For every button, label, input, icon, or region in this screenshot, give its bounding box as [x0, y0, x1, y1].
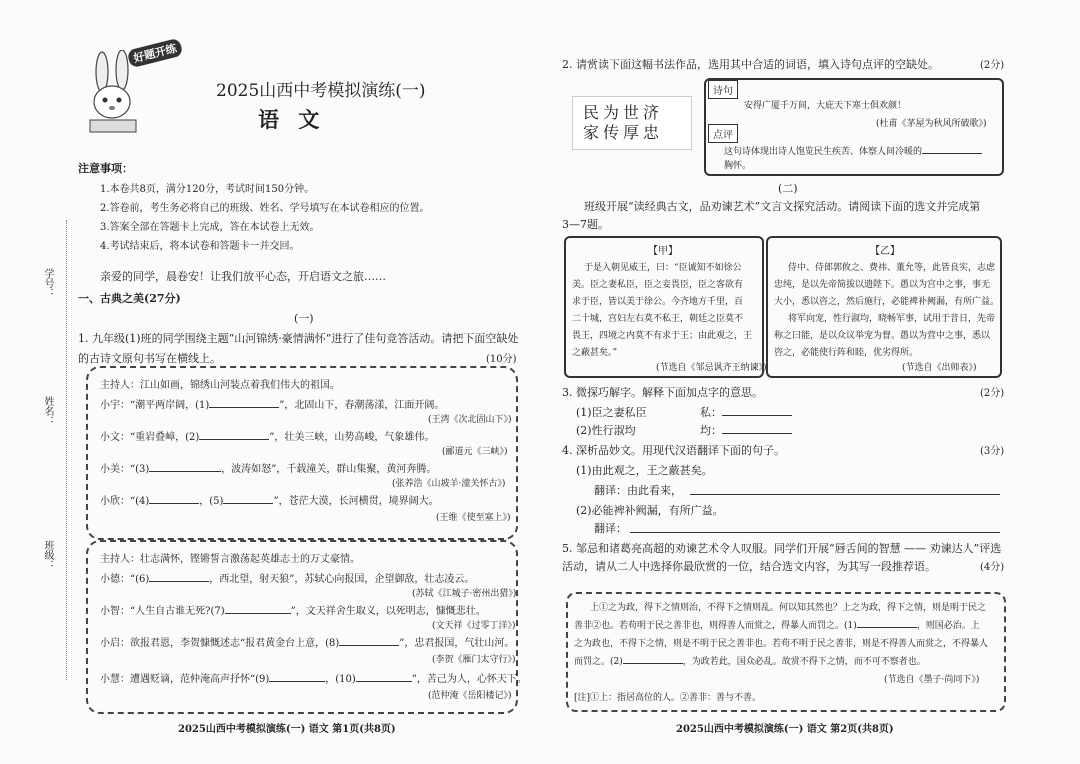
badge: 好题开练: [127, 38, 184, 69]
question-4: 4. 深析品妙文。用现代汉语翻译下面的句子。: [562, 444, 785, 457]
calligraphy-text: 民为世济 家传厚忠: [583, 103, 664, 142]
q3-answer-2[interactable]: [722, 433, 792, 434]
page-footer: 2025山西中考模拟演练(一) 语文 第2页(共8页): [676, 724, 894, 735]
notice-item: 4.考试结束后，将本试卷和答题卡一并交回。: [100, 241, 300, 252]
answer-blank-2[interactable]: [199, 439, 269, 440]
passage-line: 善非②也。若苟明于民之善非也，则得善人而赏之，得暴人而罚之。(1) ，则国必治。上: [574, 621, 980, 631]
passage-line: 之蔽甚矣。”: [572, 348, 618, 358]
answer-blank-3[interactable]: [149, 471, 221, 472]
passage-line: 上①之为政，得下之情则治，不得下之情则乱。何以知其然也？上之为政，得下之情，则是明于民之: [590, 603, 987, 613]
citation: (王维《使至塞上》): [436, 513, 511, 523]
passage-line: 美。臣之妻私臣，臣之妾畏臣，臣之客欲有: [572, 280, 744, 290]
passage-blank-1[interactable]: [857, 627, 917, 628]
q4-translation-2: 翻译：: [594, 522, 627, 535]
poem-tag: 诗句: [708, 80, 738, 99]
greeting: 亲爱的同学，晨卷安！让我们放平心态，开启语文之旅……: [100, 270, 386, 283]
passage-citation: (节选自《出师表》): [902, 363, 977, 373]
q4-sentence-1: (1)由此观之，王之蔽甚矣。: [576, 464, 713, 477]
calligraphy-image: [572, 96, 692, 150]
citation: (李贺《雁门太守行》): [432, 655, 516, 665]
passage-yi-title: 【乙】: [870, 246, 900, 257]
passage-line: 畏王，四境之内莫不有求于王；由此观之，王: [572, 331, 753, 341]
notice-item: 2.答卷前，考生务必将自己的班级、姓名、学号填写在本试卷相应的位置。: [100, 203, 430, 214]
passage-line: 忠纯，是以先帝简拔以遗陛下。愚以为宫中之事，事无: [774, 280, 991, 290]
passage-line: 将军向宠，性行淑均，晓畅军事，试用于昔日，先帝: [788, 314, 996, 324]
passage-line: 求于臣，皆以美于徐公。今齐地方千里，百: [572, 297, 744, 307]
answer-blank-10[interactable]: [356, 681, 412, 682]
binding-line: [66, 220, 67, 680]
passage-citation: (节选自《邹忌讽齐王纳谏》): [656, 363, 767, 373]
question-1: 1. 九年级(1)班的同学围绕主题“山河锦绣·豪情满怀”进行了佳句竞答活动。请把下面空缺处: [78, 332, 519, 345]
passage-line: 咨之，必能使行阵和睦，优劣得所。: [774, 348, 919, 358]
q3-char-2: 均：: [700, 422, 792, 438]
notice-item: 3.答案全部在答题卡上完成，答在本试卷上无效。: [100, 222, 320, 233]
subject-title: 语 文: [258, 107, 326, 132]
answer-row: 小慧：遭遇贬谪，范仲淹高声抒怀“(9) ，(10) ”，苦己为人，心怀天下。: [100, 674, 527, 685]
citation: (王湾《次北固山下》): [428, 415, 512, 425]
host-line: 主持人：江山如画，锦绣山河装点着我们伟大的祖国。: [100, 380, 340, 391]
score: (10分): [486, 354, 517, 365]
q3-char-1: 私：: [700, 404, 792, 420]
citation: (张养浩《山坡羊·潼关怀古》): [392, 479, 506, 489]
q4-translation-1: 翻译：由此看来，: [594, 484, 682, 497]
answer-row: 小文：“重岩叠嶂，(2) ”，壮美三峡，山势高峻，气象雄伟。: [100, 432, 435, 443]
answer-row: 小美：“(3) ，波涛如怒”，千载潼关，群山集聚，黄河奔腾。: [100, 464, 437, 475]
passage-line: 二十城，宫妇左右莫不私王，朝廷之臣莫不: [572, 314, 744, 324]
passage-line: 于是入朝见威王，曰：“臣诚知不如徐公: [584, 263, 742, 273]
poem-line: 安得广厦千万间，大庇天下寒士俱欢颜！: [744, 101, 907, 111]
citation: (文天祥《过零丁洋》): [432, 621, 516, 631]
answer-blank-1[interactable]: [209, 407, 279, 408]
comment-blank[interactable]: [922, 153, 982, 154]
answer-row: 小德：“(6) ，西北望，射天狼”，苏轼心向报国，企望御敌，壮志凌云。: [100, 574, 475, 585]
passage-citation: (节选自《墨子·尚同下》): [884, 675, 980, 685]
intro: 班级开展“读经典古文，品劝谏艺术”文言文探究活动。请阅读下面的选文并完成第: [584, 200, 981, 213]
passage-jia-title: 【甲】: [648, 246, 678, 257]
q4-answer-1[interactable]: [690, 494, 1000, 495]
score: (4分): [980, 562, 1005, 573]
question-5: 5. 邹忌和诸葛亮高超的劝谏艺术令人叹服。同学们开展“唇舌间的智慧 —— 劝谏达人”评选: [562, 542, 1002, 555]
answer-blank-6[interactable]: [149, 581, 209, 582]
passage-line: 称之曰能，是以众议举宠为督。愚以为营中之事，悉以: [774, 331, 991, 341]
question-1-cont: 的古诗文原句书写在横线上。: [78, 352, 221, 365]
footnote: [注]①上：指居高位的人。②善非：善与不善。: [574, 693, 762, 703]
answer-row: 小智：“人生自古谁无死?(7) ”，文天祥舍生取义，以死明志，慷慨悲壮。: [100, 606, 486, 617]
comment-tag: 点评: [708, 124, 738, 143]
answer-blank-7[interactable]: [225, 613, 291, 614]
q3-item-2: (2)性行淑均: [576, 424, 636, 437]
answer-row: 小启：欲报君恩，李贺慷慨述志“报君黄金台上意，(8) ”，忠君报国，气壮山河。: [100, 638, 515, 649]
answer-row: 小欣：“(4) ，(5) ”，苍茫大漠，长河横贯，境界阔大。: [100, 496, 439, 507]
student-id-label: 学号：: [42, 268, 53, 298]
passage-line: 侍中、侍郎郭攸之、费祎、董允等，此皆良实，志虑: [788, 263, 996, 273]
citation: (郦道元《三峡》): [442, 447, 508, 457]
answer-blank-9[interactable]: [269, 681, 325, 682]
comment-end: 胸怀。: [724, 161, 752, 171]
citation: (苏轼《江城子·密州出猎》): [412, 589, 517, 599]
answer-blank-8[interactable]: [339, 645, 399, 646]
question-3: 3. 微探巧解字。解释下面加点字的意思。: [562, 386, 763, 399]
score: (3分): [980, 446, 1005, 457]
score: (2分): [980, 388, 1005, 399]
intro-cont: 3—7题。: [562, 218, 609, 231]
citation: (范仲淹《岳阳楼记》): [428, 691, 512, 701]
page-2: [540, 0, 1080, 764]
notice-title: 注意事项：: [78, 162, 133, 175]
question-2: 2. 请赏读下面这幅书法作品，选用其中合适的词语，填入诗句点评的空缺处。: [562, 58, 939, 71]
host-line: 主持人：壮志满怀，铿锵誓言激荡起英雄志士的万丈豪情。: [100, 554, 360, 565]
q4-sentence-2: (2)必能裨补阙漏，有所广益。: [576, 504, 724, 517]
poem-citation: (杜甫《茅屋为秋风所破歌》): [876, 119, 987, 129]
notice-item: 1.本卷共8页，满分120分，考试时间150分钟。: [100, 184, 315, 195]
answer-row: 小宇：“潮平两岸阔，(1) ”，北固山下，春潮荡漾，江面开阔。: [100, 400, 445, 411]
q4-answer-2[interactable]: [630, 532, 1000, 533]
section-heading: 一、古典之美(27分): [78, 292, 181, 305]
comment-line: 这句诗体现出诗人饱览民生疾苦、体察人间冷暖的: [724, 144, 982, 157]
passage-line: 而罚之。(2) ，为政若此，国众必乱。故赏不得下之情，而不可不察者也。: [574, 657, 926, 667]
class-label: 班级：: [42, 540, 53, 570]
passage-blank-2[interactable]: [623, 663, 683, 664]
q3-item-1: (1)臣之妻私臣: [576, 406, 647, 419]
part-heading: (一): [294, 312, 314, 325]
passage-line: 大小，悉以咨之，然后施行，必能裨补阙漏，有所广益。: [774, 297, 1000, 307]
question-5-cont: 活动，请从二人中选择你最欣赏的一位，结合选文内容，为其写一段推荐语。: [562, 560, 936, 573]
answer-blank-4[interactable]: [149, 503, 199, 504]
page-footer: 2025山西中考模拟演练(一) 语文 第1页(共8页): [178, 724, 396, 735]
score: (2分): [980, 60, 1005, 71]
part-heading: (二): [778, 182, 798, 195]
answer-blank-5[interactable]: [223, 503, 273, 504]
q3-answer-1[interactable]: [722, 415, 792, 416]
exam-title: 2025山西中考模拟演练(一): [216, 81, 426, 101]
passage-line: 之为政也，不得下之情，则是不明于民之善非也。若苟不明于民之善非，则是不得善人而赏之，不得暴人: [574, 639, 989, 649]
name-label: 姓名：: [42, 396, 53, 426]
